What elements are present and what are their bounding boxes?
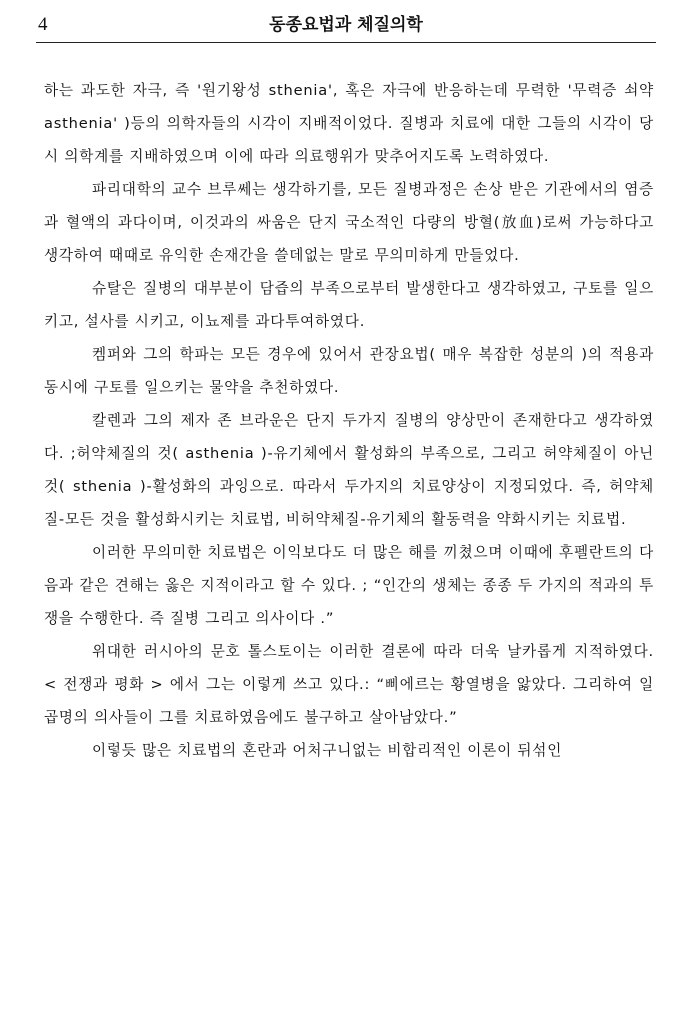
paragraph-continuation: 하는 과도한 자극, 즉 '원기왕성 sthenia', 혹은 자극에 반응하는데 무력한 '무력증 쇠약 asthenia' )등의 의학자들의 시각이 지배적이었다. 질병과 치료에 대한 그들의 시각이 당시 의학계를 지배하였으며 이에 따라 의료행위가 맞추어지도록 노력하였다.: [44, 82, 654, 165]
paragraph-kaempf: 켐퍼와 그의 학파는 모든 경우에 있어서 관장요법( 매우 복잡한 성분의 )의 적용과 동시에 구토를 일으키는 물약을 추천하였다.: [44, 346, 654, 396]
body-text: [44, 74, 654, 767]
paragraph-stahl: 슈탈은 질병의 대부분이 담즙의 부족으로부터 발생한다고 생각하였고, 구토를 일으키고, 설사를 시키고, 이뇨제를 과다투여하였다.: [44, 280, 654, 330]
paragraph-cullen-brown: 칼렌과 그의 제자 존 브라운은 단지 두가지 질병의 양상만이 존재한다고 생각하였다. ;허약체질의 것( asthenia )-유기체에서 활성화의 부족으로, 그리고 허약체질이 아닌 것( sthenia )-활성화의 과잉으로. 따라서 두가지의 치료양상이 지정되었다. 즉, 허약체질-모든 것을 활성화시키는 치료법, 비허약체질-유기체의 활동력을 약화시키는 치료법.: [44, 412, 654, 528]
paragraph-tolstoy: 위대한 러시아의 문호 톨스토이는 이러한 결론에 따라 더욱 날카롭게 지적하였다. < 전쟁과 평화 > 에서 그는 이렇게 쓰고 있다.: “삐에르는 황열병을 앓았다. 그리하여 일곱명의 의사들이 그를 치료하였음에도 불구하고 살아남았다.”: [44, 643, 654, 726]
page-header: [36, 10, 656, 43]
page-number: 4: [38, 14, 48, 35]
paragraph-hufeland: 이러한 무의미한 치료법은 이익보다도 더 많은 해를 끼쳤으며 이때에 후펠란트의 다음과 같은 견해는 옳은 지적이라고 할 수 있다. ; “인간의 생체는 종종 두 가지의 적과의 투쟁을 수행한다. 즉 질병 그리고 의사이다 .”: [44, 544, 654, 627]
paragraph-closing: 이렇듯 많은 치료법의 혼란과 어처구니없는 비합리적인 이론이 뒤섞인: [92, 742, 563, 759]
paragraph-broussais: 파리대학의 교수 브루쎄는 생각하기를, 모든 질병과정은 손상 받은 기관에서의 염증과 혈액의 과다이며, 이것과의 싸움은 단지 국소적인 다량의 방혈(放血)로써 가능하다고 생각하여 때때로 유익한 손재간을 쓸데없는 말로 무의미하게 만들었다.: [44, 181, 654, 264]
running-title: 동종요법과 체질의학: [269, 15, 423, 35]
